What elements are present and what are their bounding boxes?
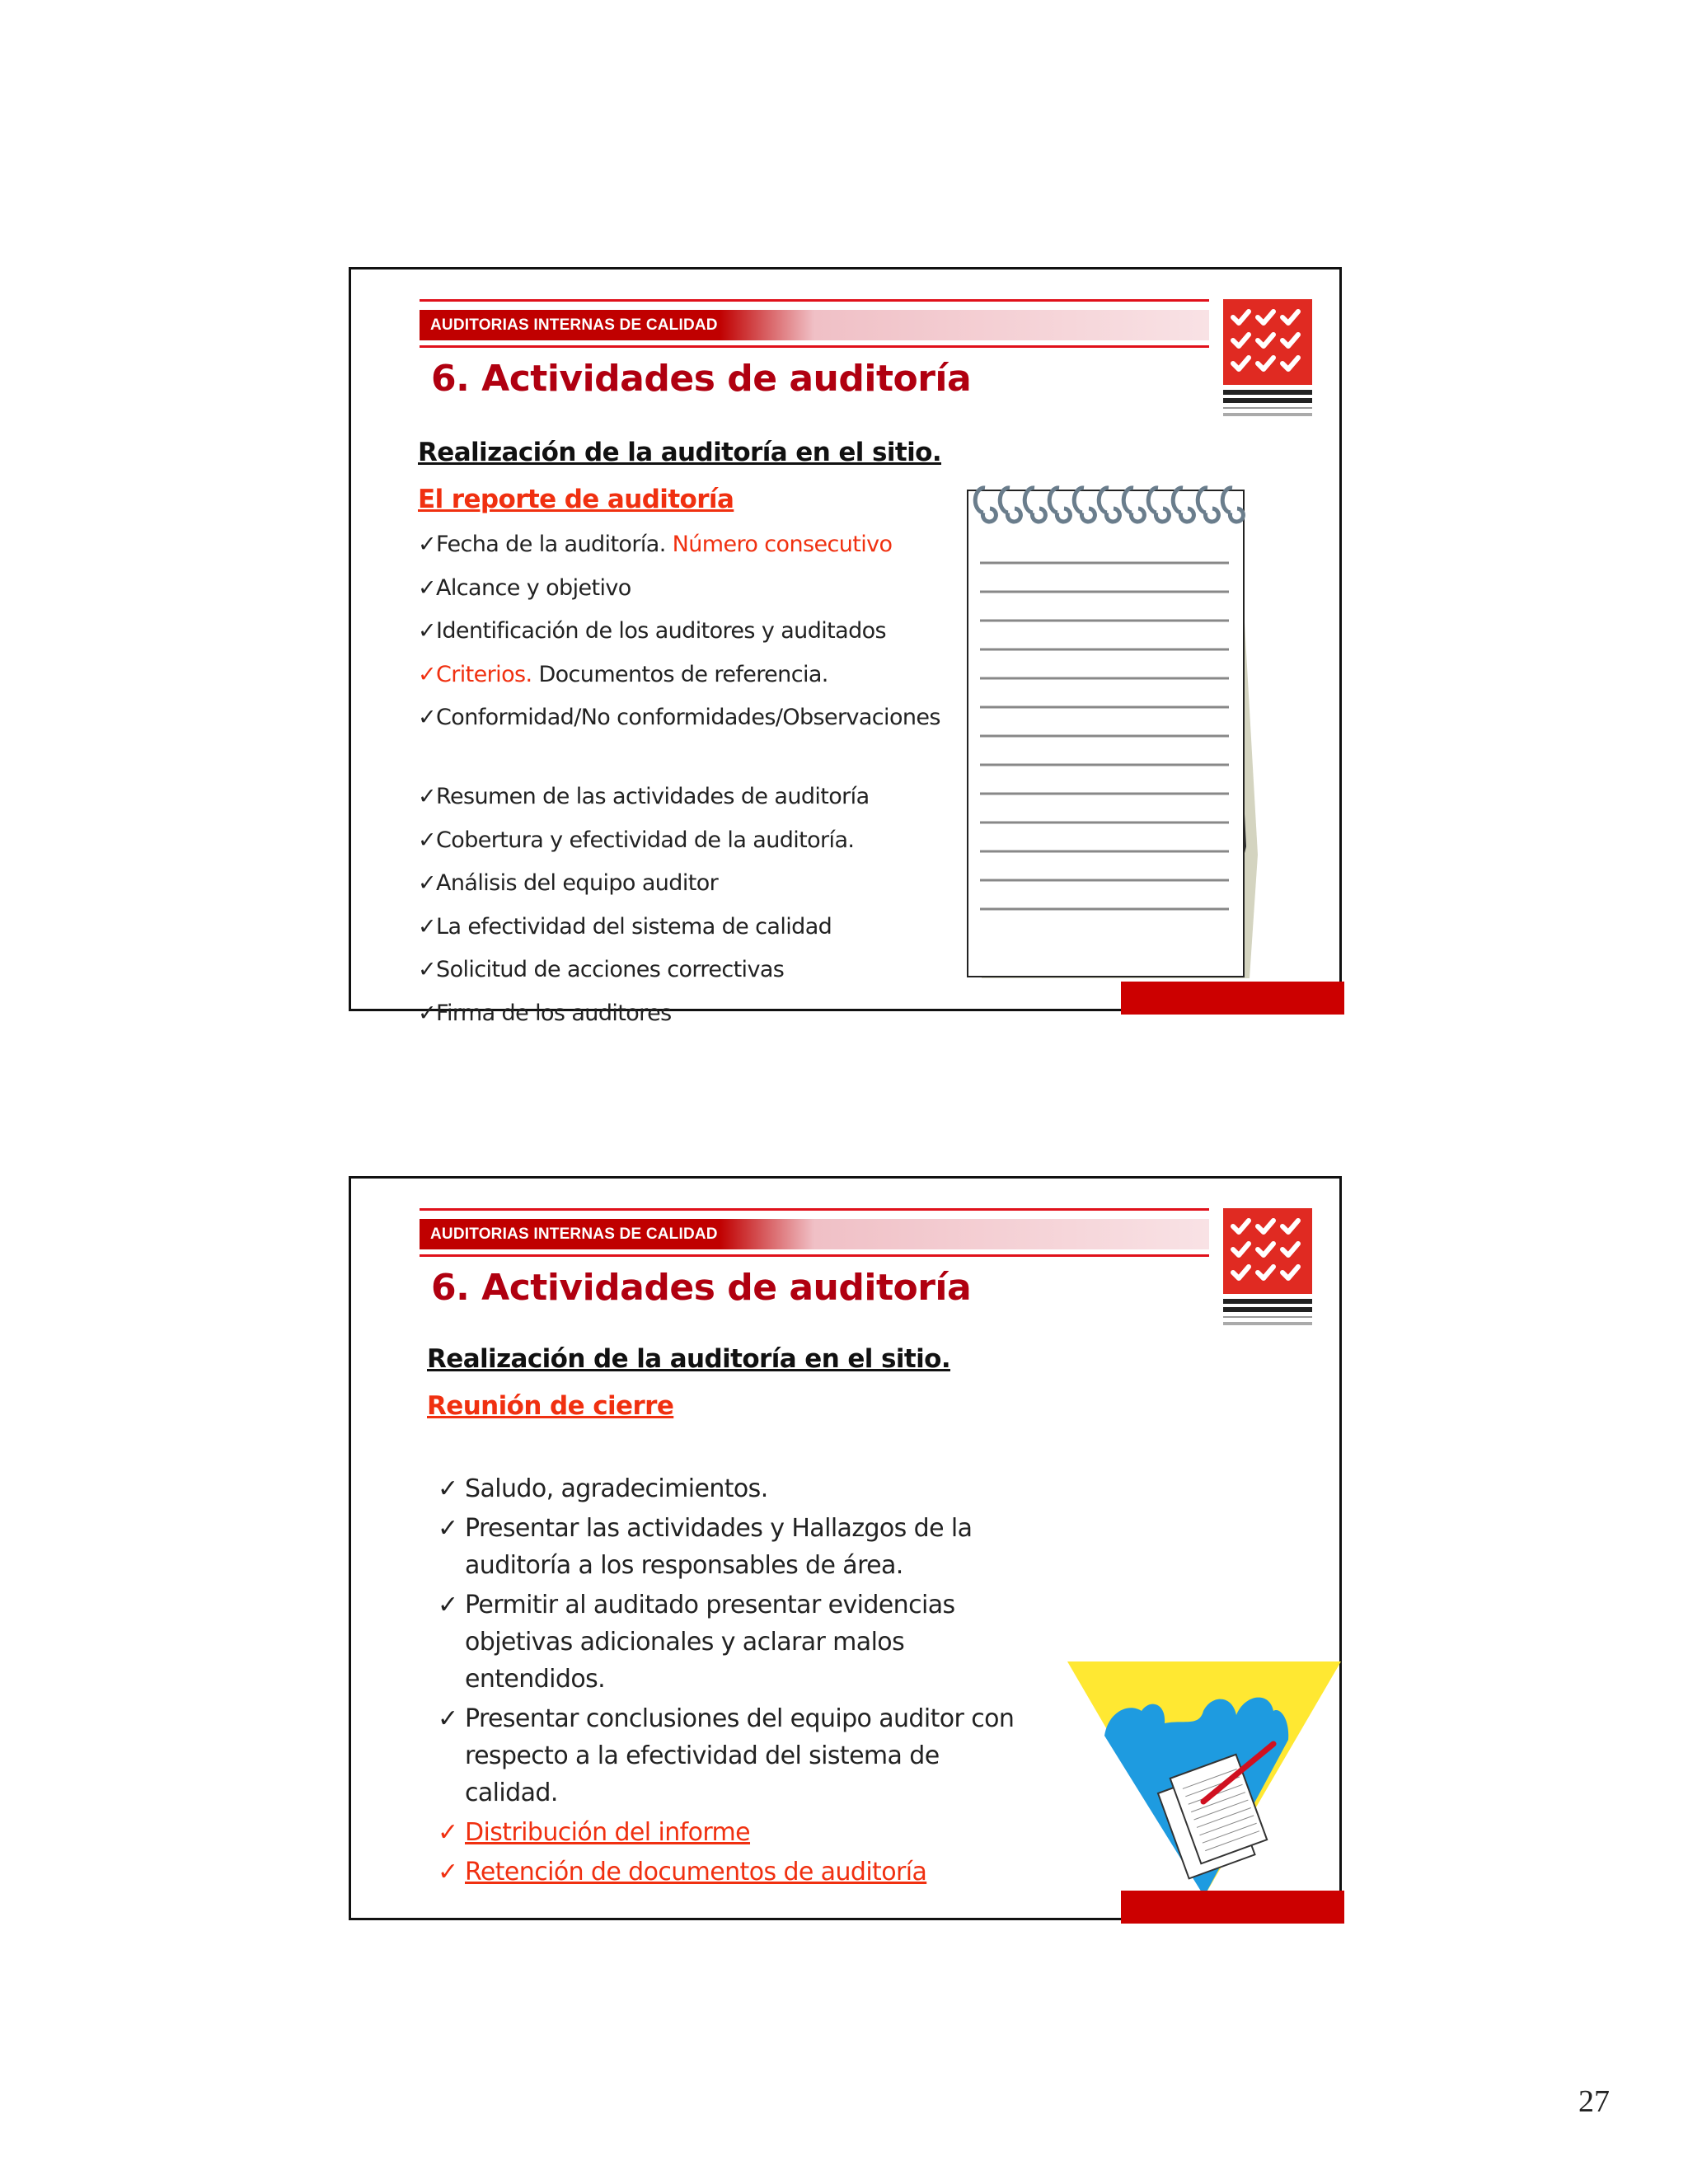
report-items-list	[418, 523, 945, 1035]
list-item: ✓ Permitir al auditado presentar evidencias objetivas adicionales y aclarar malos entendidos.	[438, 1591, 955, 1694]
list-item: ✓Resumen de las actividades de auditoría	[418, 784, 870, 809]
list-item: ✓Alcance y objetivo	[418, 574, 631, 601]
header-band	[420, 1219, 1209, 1249]
logo	[1223, 299, 1312, 423]
section-heading: Reunión de cierre	[427, 1391, 674, 1421]
list-item: ✓ Presentar conclusiones del equipo auditor con respecto a la efectividad del sistema de calidad.	[438, 1704, 1015, 1807]
list-item: ✓Fecha de la auditoría. Número consecutivo	[418, 532, 893, 557]
notebook-illustration	[965, 467, 1262, 987]
section-heading: El reporte de auditoría	[418, 485, 734, 514]
corner-red-bar	[1121, 982, 1344, 1015]
header-band-text: AUDITORIAS INTERNAS DE CALIDAD	[430, 316, 718, 334]
list-item: ✓Solicitud de acciones correctivas	[418, 957, 785, 982]
corner-red-bar	[1121, 1891, 1344, 1924]
list-item-link[interactable]: ✓ Distribución del informe	[438, 1818, 751, 1847]
slide-title: 6. Actividades de auditoría	[431, 1267, 972, 1309]
header-line-top	[420, 299, 1209, 302]
slide-2	[349, 1176, 1342, 1920]
list-item-link[interactable]: ✓ Retención de documentos de auditoría	[438, 1858, 927, 1886]
header-line-bottom	[420, 1254, 1209, 1257]
header-line-top	[420, 1208, 1209, 1211]
logo-image	[1223, 299, 1312, 423]
list-item: ✓Análisis del equipo auditor	[418, 870, 719, 896]
logo	[1223, 1208, 1312, 1332]
meeting-illustration	[1067, 1661, 1341, 1900]
slide-title: 6. Actividades de auditoría	[431, 358, 972, 400]
header-band-text: AUDITORIAS INTERNAS DE CALIDAD	[430, 1226, 718, 1243]
list-item: ✓ Presentar las actividades y Hallazgos de la auditoría a los responsables de área.	[438, 1514, 973, 1580]
list-item: ✓ Saludo, agradecimientos.	[438, 1474, 768, 1503]
list-item: ✓La efectividad del sistema de calidad	[418, 913, 832, 940]
closing-meeting-list	[438, 1470, 1015, 1893]
list-item: ✓Firma de los auditores	[418, 1000, 672, 1026]
list-item: ✓Cobertura y efectividad de la auditoría.	[418, 827, 855, 853]
slide-1	[349, 267, 1342, 1026]
subtitle: Realización de la auditoría en el sitio.	[427, 1344, 951, 1374]
list-item: ✓Identificación de los auditores y auditados	[418, 618, 886, 644]
subtitle: Realización de la auditoría en el sitio.	[418, 438, 942, 467]
list-item: ✓Criterios. Documentos de referencia.	[418, 661, 828, 687]
header-line-bottom	[420, 345, 1209, 348]
page-number: 27	[1578, 2084, 1610, 2119]
list-item: ✓Conformidad/No conformidades/Observaciones	[418, 705, 940, 730]
logo-image	[1223, 1208, 1312, 1332]
header-band	[420, 310, 1209, 340]
